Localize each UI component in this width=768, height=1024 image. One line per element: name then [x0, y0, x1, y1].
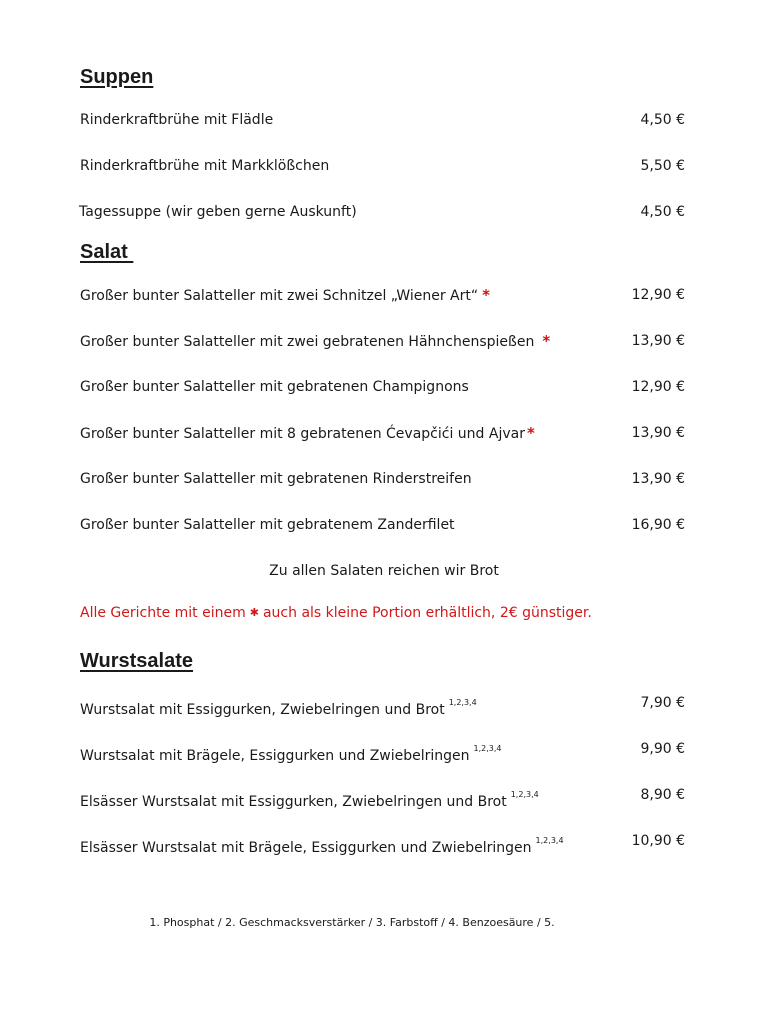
menu-item: [80, 155, 685, 177]
portion-star-icon: *: [542, 332, 551, 350]
menu-item: [80, 514, 685, 536]
menu-item: [80, 284, 685, 306]
item-name-wrap: [80, 330, 550, 353]
menu-item: [80, 692, 685, 718]
menu-item: [80, 201, 685, 223]
item-name: Wurstsalat mit Essiggurken, Zwiebelringen und Brot: [80, 702, 445, 718]
additives-superscript: 1,2,3,4: [535, 836, 564, 845]
menu-item: [80, 330, 685, 352]
asterisk-icon: ✱: [249, 606, 259, 619]
portion-note-text: Alle Gerichte mit einem: [80, 605, 246, 621]
item-name-wrap: [80, 284, 490, 307]
item-price: 12,90 €: [631, 379, 685, 395]
item-price: 9,90 €: [640, 741, 685, 757]
portion-star-icon: *: [482, 286, 490, 304]
item-name-wrap: [80, 830, 564, 859]
item-price: 7,90 €: [640, 695, 685, 711]
item-price: 4,50 €: [640, 204, 685, 220]
item-price: 16,90 €: [631, 517, 685, 533]
bread-note: Zu allen Salaten reichen wir Brot: [269, 563, 499, 579]
menu-item: [80, 784, 685, 810]
additives-superscript: 1,2,3,4: [448, 698, 477, 707]
item-name-wrap: [80, 692, 477, 721]
item-price: 10,90 €: [631, 833, 685, 849]
item-price: 13,90 €: [631, 425, 685, 441]
menu-item: [80, 738, 685, 764]
item-name: Rinderkraftbrühe mit Markklößchen: [80, 158, 330, 174]
menu-item: [80, 109, 685, 131]
portion-star-icon: *: [526, 424, 535, 442]
menu-item: [80, 376, 685, 398]
item-name-wrap: [80, 738, 502, 767]
item-price: 8,90 €: [640, 787, 685, 803]
item-name: Großer bunter Salatteller mit zwei Schnitzel „Wiener Art“: [80, 288, 479, 304]
item-name-wrap: [80, 422, 535, 445]
item-name: Großer bunter Salatteller mit gebratenen Champignons: [80, 379, 469, 395]
portion-note: [80, 602, 592, 624]
item-name: Rinderkraftbrühe mit Flädle: [80, 112, 274, 128]
item-name: Großer bunter Salatteller mit gebratenen Rinderstreifen: [80, 471, 472, 487]
item-name: Großer bunter Salatteller mit gebratenem Zanderfilet: [80, 517, 455, 533]
item-name-wrap: [80, 784, 539, 813]
item-name: Wurstsalat mit Brägele, Essiggurken und Zwiebelringen: [80, 748, 470, 764]
menu-item: [80, 468, 685, 490]
item-price: 4,50 €: [640, 112, 685, 128]
item-name: Großer bunter Salatteller mit 8 gebratenen Ćevapčići und Ajvar: [80, 426, 525, 442]
item-name: Großer bunter Salatteller mit zwei gebratenen Hähnchenspießen: [80, 334, 535, 350]
additives-footnote: 1. Phosphat / 2. Geschmacksverstärker / 3. Farbstoff / 4. Benzoesäure / 5.: [149, 916, 555, 929]
item-price: 5,50 €: [640, 158, 685, 174]
item-price: 13,90 €: [631, 471, 685, 487]
item-price: 13,90 €: [631, 333, 685, 349]
additives-superscript: 1,2,3,4: [473, 744, 502, 753]
menu-item: [80, 830, 685, 856]
item-name: Elsässer Wurstsalat mit Essiggurken, Zwiebelringen und Brot: [80, 794, 507, 810]
additives-superscript: 1,2,3,4: [510, 790, 539, 799]
section-title-wurstsalate: Wurstsalate: [80, 650, 194, 672]
item-name: Tagessuppe (wir geben gerne Auskunft): [79, 204, 357, 220]
item-price: 12,90 €: [631, 287, 685, 303]
item-name: Elsässer Wurstsalat mit Brägele, Essiggurken und Zwiebelringen: [80, 840, 532, 856]
section-title-salat: Salat: [80, 241, 134, 263]
section-title-suppen: Suppen: [80, 66, 154, 88]
menu-item: [80, 422, 685, 444]
portion-note-text: auch als kleine Portion erhältlich, 2€ günstiger.: [262, 605, 592, 621]
